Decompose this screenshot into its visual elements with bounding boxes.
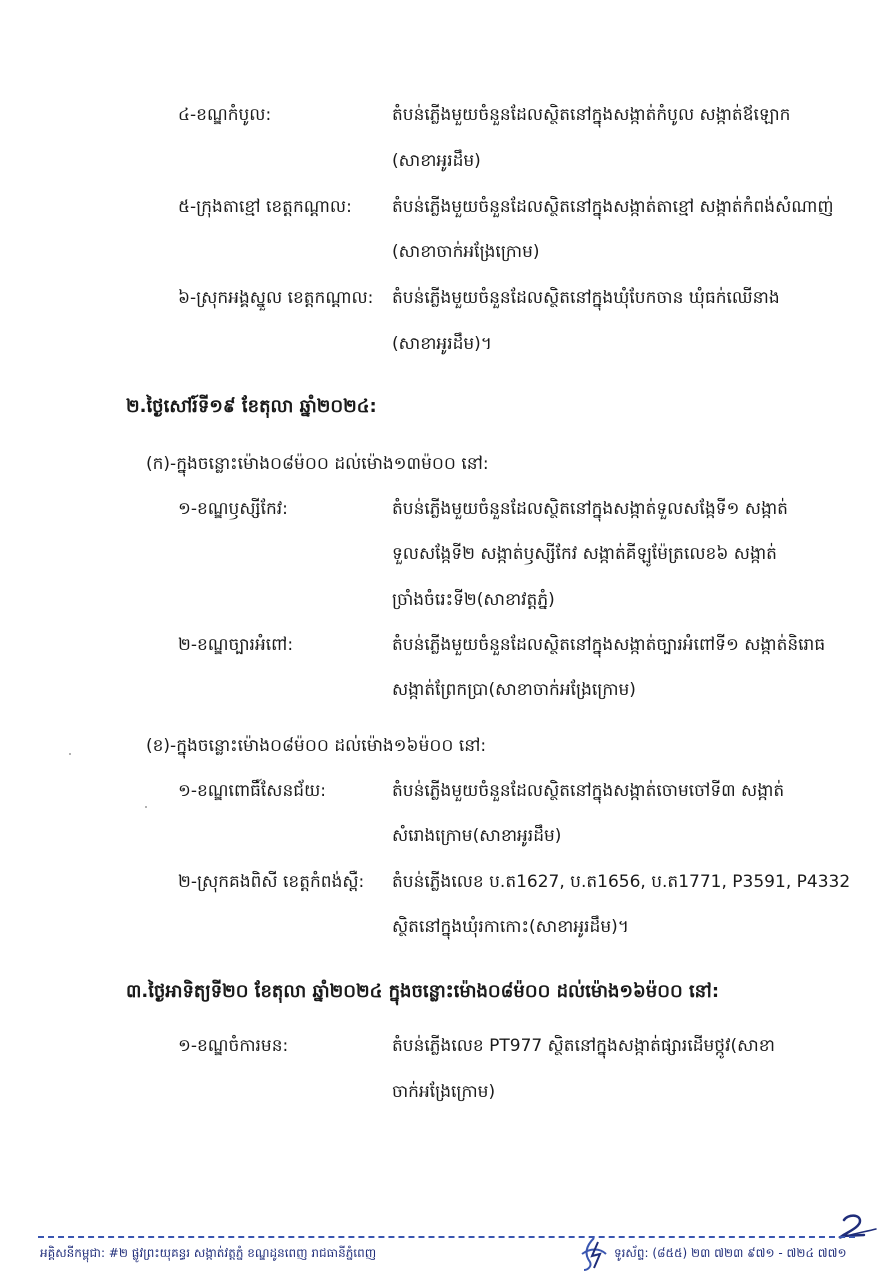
item-label: ១-ខណ្ឌឫស្សីកែវ: [178,499,288,519]
item-text-line: សង្កាត់ព្រែកប្រា(សាខាចាក់អង្រែក្រោម) [392,680,636,700]
item-text-line: (សាខាអូរដឹម) [392,151,481,171]
item-text-line: តំបន់ភ្លើងមួយចំនួនដែលស្ថិតនៅក្នុងសង្កាត់ទួលសង្កែទី១ សង្កាត់ [392,499,788,519]
item-text-line: តំបន់ភ្លើងមួយចំនួនដែលស្ថិតនៅក្នុងឃុំបែកចាន ឃុំធក់ឈើនាង [392,288,780,308]
sub-a-heading: (ក)-ក្នុងចន្លោះម៉ោង០៨ម៉០០ ដល់ម៉ោង១៣ម៉០០ នៅ: [146,454,489,474]
item-text-line: ចាក់អង្រែក្រោម) [392,1082,496,1102]
section-2-heading: ២.ថ្ងៃសៅរ៍ទី១៩ ខែតុលា ឆ្នាំ២០២៤: [126,396,377,417]
item-text-line: (សាខាចាក់អង្រែក្រោម) [392,242,540,262]
footer-rule [38,1236,855,1238]
company-logo-icon [578,1236,610,1272]
item-text-line: ច្រាំងចំរេះទី២(សាខាវត្តភ្នំ) [392,590,555,610]
footer-phone: ទូរស័ព្ទ: (៨៥៥) ២៣ ៧២៣ ៩៧១ - ៧២៤ ៧៧១ [614,1246,847,1260]
item-text-line: តំបន់ភ្លើងមួយចំនួនដែលស្ថិតនៅក្នុងសង្កាត់ច្បារអំពៅទី១ សង្កាត់និរោធ [392,635,826,655]
item-label: ១-ខណ្ឌពោធិ៍សែនជ័យ: [178,781,326,801]
item-text-line: (សាខាអូរដឹម)។ [392,334,493,354]
item-text-line: សំរោងក្រោម(សាខាអូរដឹម) [392,826,562,846]
footer-address: អគ្គិសនីកម្ពុជា: #២ ផ្លូវព្រះយុគន្ធរ សង្កាត់វត្តភ្នំ ខណ្ឌដូនពេញ រាជធានីភ្នំពេញ [40,1246,377,1260]
scan-speck [69,753,71,755]
item-text-line: តំបន់ភ្លើងមួយចំនួនដែលស្ថិតនៅក្នុងសង្កាត់កំបូល សង្កាត់ឪឡោក [392,105,791,125]
item-label: ១-ខណ្ឌចំការមន: [178,1036,289,1056]
scan-speck [145,806,147,808]
item-label: ២-ខណ្ឌច្បារអំពៅ: [178,635,294,655]
item-label: ៦-ស្រុកអង្គស្នួល ខេត្តកណ្តាល: [178,288,374,308]
item-text-line: តំបន់ភ្លើងលេខ ប.ត1627, ប.ត1656, ប.ត1771, P3591, P4332 [392,872,851,892]
item-text-line: ស្ថិតនៅក្នុងឃុំរកាកោះ(សាខាអូរដឹម)។ [392,917,629,937]
item-text-line: ទួលសង្កែទី២ សង្កាត់ឫស្សីកែវ សង្កាត់គីឡូម៉ែត្រលេខ៦ សង្កាត់ [392,544,777,564]
item-text-line: តំបន់ភ្លើងមួយចំនួនដែលស្ថិតនៅក្នុងសង្កាត់ចោមចៅទី៣ សង្កាត់ [392,781,785,801]
item-label: ២-ស្រុកគងពិសី ខេត្តកំពង់ស្ពឺ: [178,872,365,892]
item-text-line: តំបន់ភ្លើងមួយចំនួនដែលស្ថិតនៅក្នុងសង្កាត់តាខ្មៅ សង្កាត់កំពង់សំណាញ់ [392,197,834,217]
item-text-line: តំបន់ភ្លើងលេខ PT977 ស្ថិតនៅក្នុងសង្កាត់ផ្សារដើមថ្កូវ(សាខា [392,1036,775,1056]
item-label: ៤-ខណ្ឌកំបូល: [178,105,272,125]
item-label: ៥-ក្រុងតាខ្មៅ ខេត្តកណ្តាល: [178,197,352,217]
sub-b-heading: (ខ)-ក្នុងចន្លោះម៉ោង០៨ម៉០០ ដល់ម៉ោង១៦ម៉០០ នៅ: [146,736,487,756]
section-3-heading: ៣.ថ្ងៃអាទិត្យទី២០ ខែតុលា ឆ្នាំ២០២៤ ក្នុងចន្លោះម៉ោង០៨ម៉០០ ដល់ម៉ោង១៦ម៉០០ នៅ: [126,981,720,1002]
